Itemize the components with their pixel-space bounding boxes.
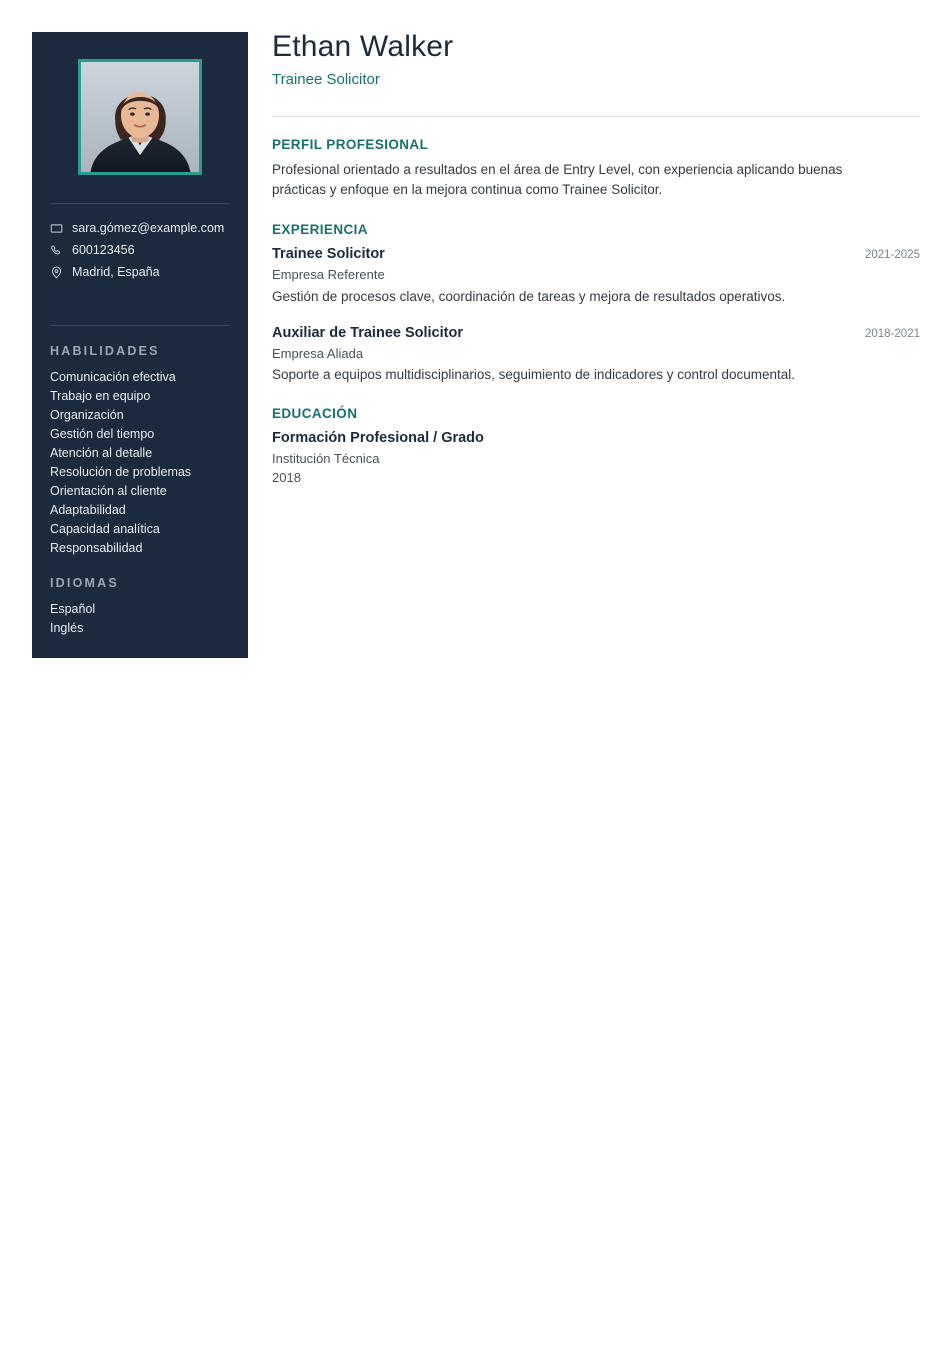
- languages-heading: IDIOMAS: [50, 576, 119, 591]
- education-heading: EDUCACIÓN: [272, 406, 358, 422]
- page-title: Ethan Walker: [272, 30, 454, 63]
- profile-text: Profesional orientado a resultados en el área de Entry Level, con experiencia aplicando buenas prácticas y enfoque en la mejora continua como Trainee Solicitor.: [272, 162, 843, 197]
- education-organization: Institución Técnica: [272, 451, 380, 467]
- skill-item: Resolución de problemas: [50, 465, 192, 480]
- location-pin-icon: [50, 266, 63, 279]
- skill-item: Organización: [50, 408, 124, 423]
- skill-item: Adaptabilidad: [50, 503, 126, 518]
- experience-item: [272, 245, 920, 306]
- phone-icon: [50, 244, 63, 257]
- contact-location-text: Madrid, España: [72, 264, 160, 279]
- experience-item: [272, 324, 920, 385]
- experience-dates: 2021-2025: [865, 249, 920, 261]
- language-item: Inglés: [50, 621, 84, 636]
- skill-item: Capacidad analítica: [50, 522, 160, 537]
- experience-organization: Empresa Referente: [272, 266, 385, 282]
- skill-item: Orientación al cliente: [50, 484, 167, 499]
- skills-heading: HABILIDADES: [50, 344, 160, 359]
- sidebar: [32, 32, 248, 658]
- mail-icon: [50, 222, 63, 235]
- experience-title: Auxiliar de Trainee Solicitor: [272, 324, 463, 341]
- profile-photo-icon: [81, 62, 199, 172]
- contact-item-location[interactable]: [50, 262, 230, 284]
- experience-description: Gestión de procesos clave, coordinación de tareas y mejora de resultados operativos.: [272, 288, 786, 304]
- contact-list: [50, 204, 230, 297]
- education-title: Formación Profesional / Grado: [272, 430, 484, 447]
- contact-item-phone[interactable]: [50, 240, 230, 262]
- skill-item: Atención al detalle: [50, 446, 153, 461]
- skill-item: Trabajo en equipo: [50, 389, 151, 404]
- skills-list: [50, 368, 230, 558]
- education-item: [272, 429, 920, 487]
- sidebar-divider-2: [50, 325, 230, 326]
- experience-description: Soporte a equipos multidisciplinarios, seguimiento de indicadores y control documental.: [272, 367, 796, 383]
- contact-phone-text: 600123456: [72, 242, 135, 257]
- skill-item: Gestión del tiempo: [50, 427, 155, 442]
- experience-organization: Empresa Aliada: [272, 345, 364, 361]
- education-year: 2018: [272, 470, 301, 486]
- contact-email-text: sara.gómez@example.com: [72, 221, 225, 235]
- contact-item-email[interactable]: [50, 218, 230, 240]
- experience-dates: 2018-2021: [865, 327, 920, 340]
- header-rule: [272, 116, 920, 117]
- experience-title: Trainee Solicitor: [272, 246, 385, 262]
- skill-item: Responsabilidad: [50, 541, 143, 556]
- job-title: Trainee Solicitor: [272, 70, 380, 88]
- skill-item: Comunicación efectiva: [50, 370, 176, 385]
- main-content: [272, 28, 920, 487]
- language-item: Español: [50, 602, 96, 617]
- profile-heading: PERFIL PROFESIONAL: [272, 137, 429, 152]
- experience-heading: EXPERIENCIA: [272, 222, 368, 237]
- avatar: [78, 59, 202, 175]
- languages-list: [50, 600, 230, 638]
